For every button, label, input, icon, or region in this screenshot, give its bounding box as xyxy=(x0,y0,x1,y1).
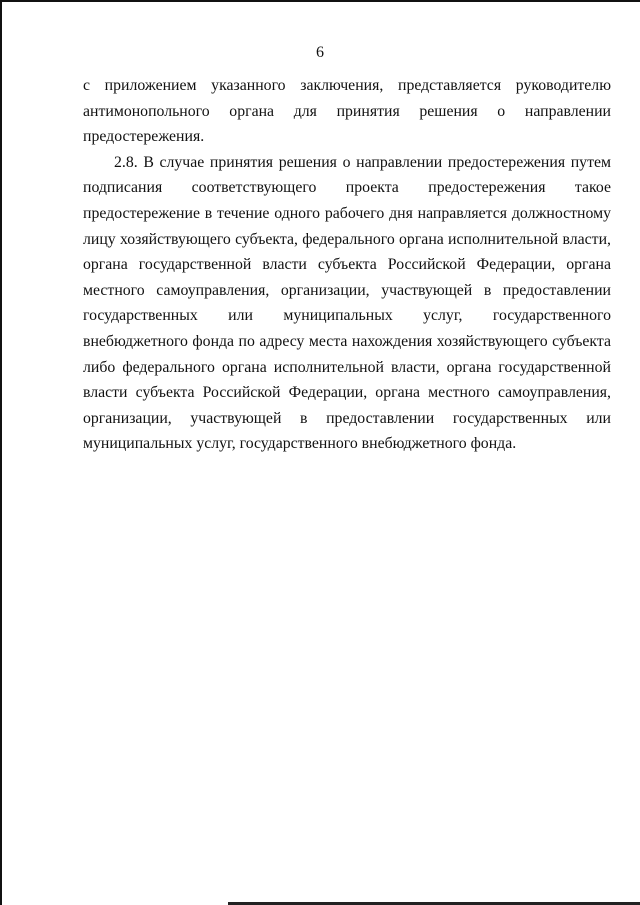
document-body xyxy=(83,73,611,457)
paragraph-continuation: с приложением указанного заключения, представляется руководителю антимонопольного органа для принятия решения о направлении предостережения. xyxy=(83,77,611,146)
paragraph-2-8: 2.8. В случае принятия решения о направлении предостережения путем подписания соответствующего проекта предостережения такое предостережение в течение одного рабочего дня направляется должностному лицу хозяйствующего субъекта, федерального органа исполнительной власти, органа государственной власти субъекта Российской Федерации, органа местного самоуправления, организации, участвующей в предоставлении государственных или муниципальных услуг, государственного внебюджетного фонда по адресу места нахождения хозяйствующего субъекта либо федерального органа исполнительной власти, органа государственной власти субъекта Российской Федерации, органа местного самоуправления, организации, участвующей в предоставлении государственных или муниципальных услуг, государственного внебюджетного фонда. xyxy=(83,153,611,453)
page-number: 6 xyxy=(316,44,324,61)
scan-edge-top xyxy=(0,0,640,2)
scan-edge-left xyxy=(0,0,2,905)
